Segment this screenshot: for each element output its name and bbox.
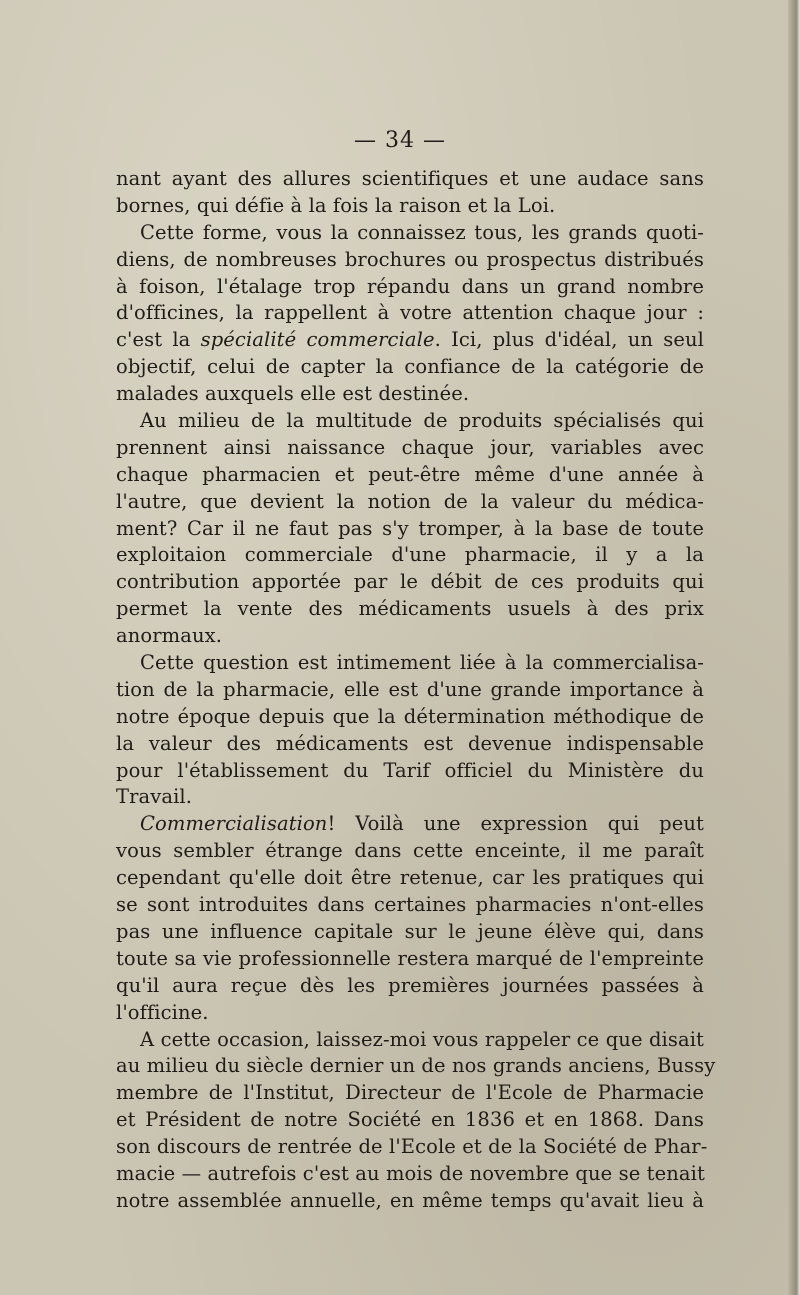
page-edge [788,0,800,1295]
text-line: Cette forme, vous la connaissez tous, les grands quoti- [140,220,704,244]
text-line: Travail. [116,785,193,809]
text-line: tion de la pharmacie, elle est d'une grande importance à [116,677,704,701]
text-line: pour l'établissement du Tarif officiel du Ministère du [116,758,704,782]
text-line: exploitaion commerciale d'une pharmacie, il y a la [116,543,704,567]
text-line: toute sa vie professionnelle restera marqué de l'empreinte [116,946,704,970]
text-line: membre de l'Institut, Directeur de l'Ecole de Pharmacie [116,1081,704,1105]
page-number: — 34 — [354,128,446,153]
text-line: diens, de nombreuses brochures ou prospectus distribués [116,247,704,271]
text-line: d'officines, la rappellent à votre attention chaque jour : [116,301,704,325]
text-line: anormaux. [116,624,223,648]
text-line: notre époque depuis que la détermination méthodique de [116,704,704,728]
text-line: Au milieu de la multitude de produits spécialisés qui [140,409,704,433]
text-line: malades auxquels elle est destinée. [116,382,470,406]
text-line: Cette question est intimement liée à la commercialisa- [140,651,704,675]
text-line: prennent ainsi naissance chaque jour, variables avec [116,435,704,459]
text-line: pas une influence capitale sur le jeune élève qui, dans [116,919,704,943]
text-line: nant ayant des allures scientifiques et une audace sans [116,167,704,190]
text-line: au milieu du siècle dernier un de nos grands anciens, Bussy [116,1054,716,1078]
text-line: chaque pharmacien et peut-être même d'une année à [116,462,704,486]
text-line: et Président de notre Société en 1836 et en 1868. Dans [116,1108,704,1132]
text-line: objectif, celui de capter la confiance de la catégorie de [116,355,704,379]
text-line: bornes, qui défie à la fois la raison et la Loi. [116,193,556,217]
text-line: la valeur des médicaments est devenue indispensable [116,731,704,755]
text-line: notre assemblée annuelle, en même temps qu'avait lieu à [116,1188,704,1212]
text-line: Commercialisation! Voilà une expression qui peut [140,812,704,836]
text-line: qu'il aura reçue dès les premières journées passées à [116,973,704,997]
text-line: se sont introduites dans certaines pharmacies n'ont-elles [116,893,704,917]
body-text [116,166,716,1215]
text-line: à foison, l'étalage trop répandu dans un grand nombre [116,274,704,298]
emphasized-text: spécialité commerciale [200,328,435,352]
text-line: l'officine. [116,1000,209,1024]
text-line: l'autre, que devient la notion de la valeur du médica- [116,489,704,513]
text-line: permet la vente des médicaments usuels à des prix [116,597,704,621]
text-line: vous sembler étrange dans cette enceinte, il me paraît [116,839,704,863]
text-line: macie — autrefois c'est au mois de novembre que se tenait [116,1161,705,1185]
text-line: son discours de rentrée de l'Ecole et de la Société de Phar- [116,1135,708,1159]
text-line: contribution apportée par le débit de ces produits qui [116,570,704,594]
text-line: A cette occasion, laissez-moi vous rappeler ce que disait [140,1027,704,1051]
text-line: ment? Car il ne faut pas s'y tromper, à la base de toute [116,516,704,540]
emphasized-text: Commercialisation [140,812,328,836]
text-line: c'est la spécialité commerciale. Ici, plus d'idéal, un seul [116,328,704,352]
text-line: cependant qu'elle doit être retenue, car les pratiques qui [116,866,704,890]
